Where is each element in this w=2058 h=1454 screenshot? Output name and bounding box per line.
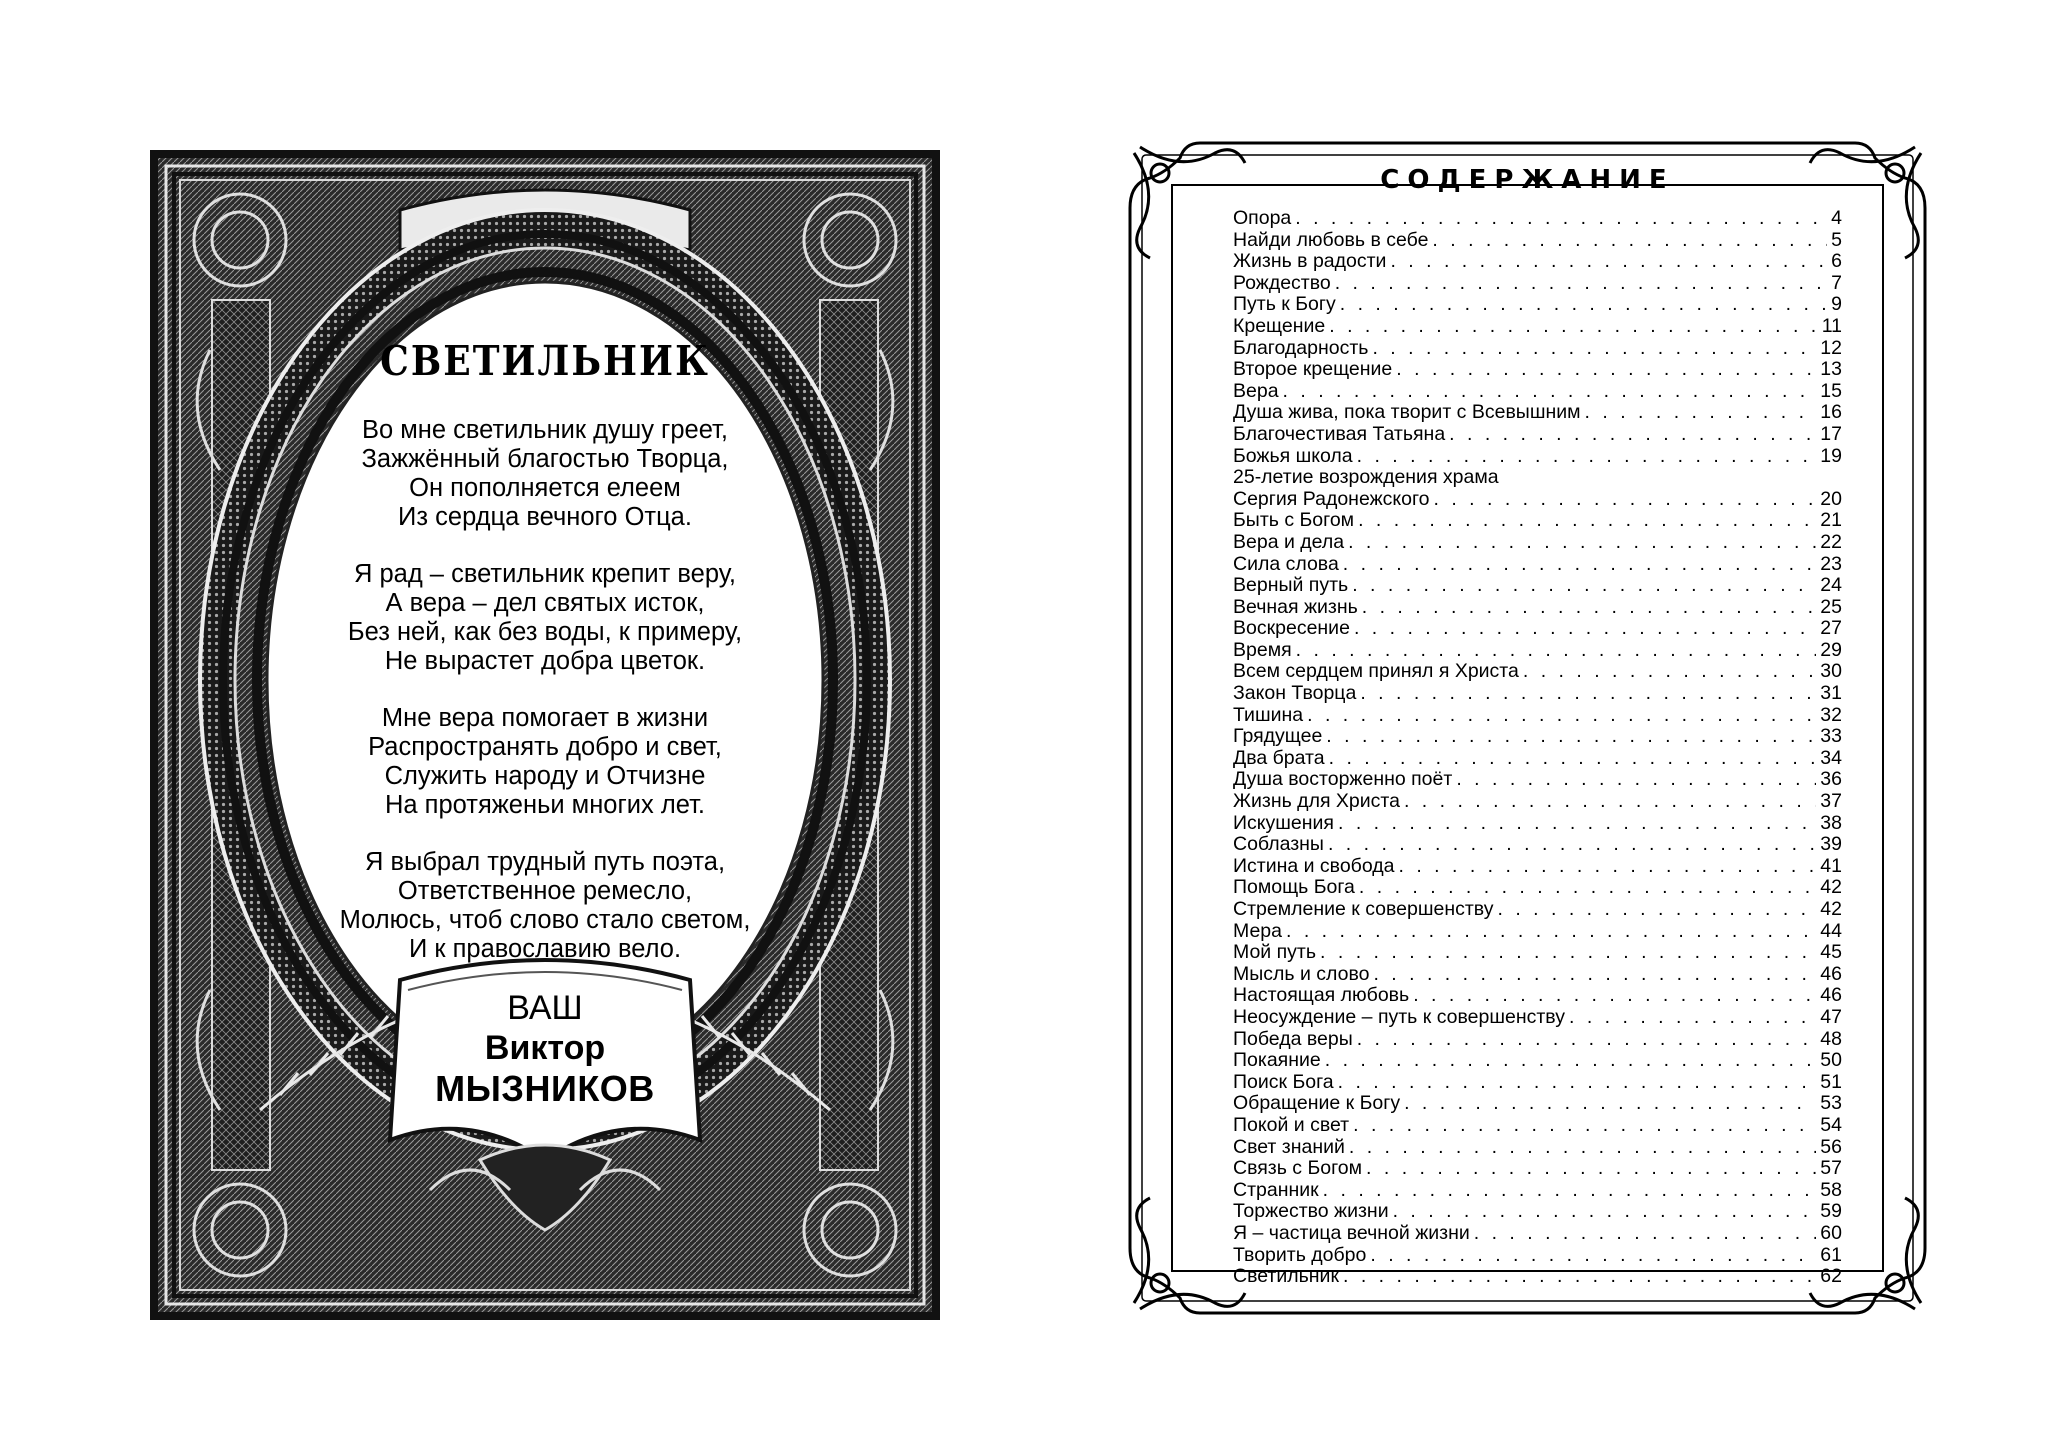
toc-entry-page: 51 [1820, 1071, 1842, 1093]
poem-line: На протяженьи многих лет. [384, 791, 706, 819]
toc-entry [1233, 208, 1842, 230]
toc-entry [1233, 575, 1842, 597]
toc-entry-title: Связь с Богом [1233, 1158, 1363, 1180]
toc-entry-title: Мысль и слово [1233, 963, 1370, 985]
toc-entry [1233, 899, 1842, 921]
toc-entry-title: Вечная жизнь [1233, 596, 1358, 618]
toc-entry [1233, 597, 1842, 619]
poem-line: Я рад – светильник крепит веру, [353, 560, 737, 588]
toc-entry-page: 24 [1820, 575, 1842, 597]
toc-entry-title: Странник [1233, 1179, 1319, 1201]
toc-entry [1233, 273, 1842, 295]
poem-line: Я выбрал трудный путь поэта, [364, 848, 726, 876]
toc-leader-dots [1348, 532, 1816, 554]
poem-line: А вера – дел святых исток, [385, 589, 705, 617]
toc-entry-page: 13 [1820, 359, 1842, 381]
poem-line: Мне вера помогает в жизни [381, 704, 709, 732]
toc-entry-title: Творить добро [1233, 1244, 1367, 1266]
toc-entry-title: Жизнь для Христа [1233, 791, 1400, 813]
toc-entry-title: Всем сердцем принял я Христа [1233, 661, 1519, 683]
toc-entry-title: Время [1233, 639, 1292, 661]
poem-line: И к православию вело. [408, 935, 682, 963]
toc-entry-title: Стремление к совершенству [1233, 899, 1494, 920]
toc-leader-dots [1362, 597, 1817, 619]
toc-entry-page: 12 [1820, 337, 1842, 359]
toc-entry [1233, 1093, 1842, 1115]
toc-entry [1233, 661, 1842, 683]
toc-entry-title: Настоящая любовь [1233, 985, 1410, 1007]
toc-entry-title: Тишина [1233, 704, 1304, 726]
toc-leader-dots [1523, 661, 1816, 683]
toc-entry-page: 23 [1820, 553, 1842, 575]
toc-entry [1233, 640, 1842, 662]
toc-leader-dots [1338, 813, 1816, 835]
toc-entry-page: 33 [1820, 726, 1842, 748]
toc-entry [1233, 834, 1842, 856]
toc-entry-title: Вера [1233, 380, 1279, 402]
poem-stanza [280, 848, 810, 964]
toc-entry-title: Соблазны [1233, 834, 1324, 856]
poem-title: СВЕТИЛЬНИК [380, 336, 710, 386]
toc-entry-page: 56 [1820, 1136, 1842, 1158]
toc-entry [1233, 964, 1842, 986]
toc-leader-dots [1449, 424, 1816, 446]
toc-entry [1233, 1029, 1842, 1051]
toc-leader-dots [1349, 1137, 1816, 1159]
toc-entry [1233, 813, 1842, 835]
toc-entry-page: 57 [1820, 1158, 1842, 1180]
toc-leader-dots [1326, 726, 1816, 748]
toc-entry-title: Путь к Богу [1233, 294, 1336, 316]
toc-entry-page: 27 [1820, 618, 1842, 640]
toc-entry [1233, 1158, 1842, 1180]
toc-entry [1233, 791, 1842, 813]
toc-entry-title: Обращение к Богу [1233, 1093, 1401, 1115]
toc-entry-title: Я – частица вечной жизни [1233, 1222, 1470, 1244]
toc-entry-page: 30 [1820, 661, 1842, 683]
toc-leader-dots [1340, 294, 1827, 316]
toc-entry-page: 53 [1820, 1093, 1842, 1115]
toc-leader-dots [1325, 1050, 1817, 1072]
toc-entry-title: Вера и дела [1233, 531, 1345, 553]
toc-leader-dots [1360, 683, 1816, 705]
toc-entry-page: 25 [1820, 596, 1842, 618]
toc-leader-dots [1320, 942, 1816, 964]
toc-entry-page: 39 [1820, 834, 1842, 856]
toc-entry-title: Душа жива, пока творит с Всевышним [1233, 402, 1581, 424]
toc-leader-dots [1366, 1158, 1816, 1180]
poem-line: Без ней, как без воды, к примеру, [347, 618, 743, 646]
poem [280, 336, 810, 992]
toc-leader-dots [1404, 1093, 1816, 1115]
toc-entry-page: 29 [1820, 639, 1842, 661]
toc-entry-title: Покой и свет [1233, 1114, 1350, 1136]
toc-entry-title: Победа веры [1233, 1028, 1353, 1050]
toc-leader-dots [1329, 748, 1817, 770]
toc-entry-page: 41 [1820, 855, 1842, 877]
toc-entry-page: 4 [1831, 208, 1842, 229]
toc-leader-dots [1370, 1245, 1816, 1267]
toc-leader-dots [1396, 359, 1816, 381]
toc-entry-title: Второе крещение [1233, 359, 1393, 381]
toc-entry-page: 6 [1831, 251, 1842, 273]
toc-entry-page: 32 [1820, 704, 1842, 726]
toc-entry-page: 46 [1820, 963, 1842, 985]
toc-entry [1233, 1115, 1842, 1137]
toc-leader-dots [1432, 230, 1827, 252]
toc-leader-dots [1343, 1266, 1816, 1288]
toc-entry [1233, 856, 1842, 878]
toc-entry-page: 38 [1820, 812, 1842, 834]
toc-entry-page: 19 [1820, 445, 1842, 467]
toc-entry-title: Крещение [1233, 315, 1326, 337]
toc-entry [1233, 1201, 1842, 1223]
toc-entry-page: 59 [1820, 1201, 1842, 1223]
toc-entry [1233, 1223, 1842, 1245]
toc-entry [1233, 985, 1842, 1007]
toc-entry [1233, 446, 1842, 468]
toc-leader-dots [1474, 1223, 1817, 1245]
poem-line: Не вырастет добра цветок. [384, 647, 706, 675]
toc-leader-dots [1358, 510, 1816, 532]
toc-entry-title: 25-летие возрождения храма [1233, 467, 1499, 489]
toc-entry-page: 46 [1820, 985, 1842, 1007]
toc-leader-dots [1353, 1115, 1816, 1137]
toc-entry-title: Искушения [1233, 812, 1334, 834]
toc-entry-title: Опора [1233, 208, 1292, 229]
toc-entry-page: 42 [1820, 877, 1842, 899]
toc-leader-dots [1357, 1029, 1817, 1051]
toc-leader-dots [1372, 338, 1816, 360]
poem-stanzas [280, 416, 810, 964]
toc-entry-page: 44 [1820, 920, 1842, 942]
toc-leader-dots [1335, 273, 1827, 295]
toc-leader-dots [1329, 316, 1818, 338]
toc-list [1233, 208, 1842, 1288]
toc-entry-page: 22 [1820, 531, 1842, 553]
toc-entry-title: Покаяние [1233, 1050, 1321, 1072]
toc-leader-dots [1404, 791, 1816, 813]
poem-line: Во мне светильник душу греет, [361, 416, 728, 444]
toc-entry-page: 50 [1820, 1050, 1842, 1072]
poem-stanza [280, 560, 810, 676]
left-page [150, 150, 940, 1320]
poem-stanza [280, 416, 810, 532]
toc-entry [1233, 705, 1842, 727]
toc-entry-title: Неосуждение – путь к совершенству [1233, 1006, 1565, 1028]
toc-entry-title: Благочестивая Татьяна [1233, 423, 1446, 445]
toc-entry-title: Божья школа [1233, 445, 1353, 467]
toc-entry [1233, 1007, 1842, 1029]
toc-entry [1233, 921, 1842, 943]
toc-entry-page: 9 [1831, 294, 1842, 316]
toc-entry [1233, 769, 1842, 791]
poem-line: Распространять добро и свет, [368, 733, 722, 761]
toc-entry [1233, 424, 1842, 446]
toc-leader-dots [1352, 575, 1816, 597]
toc-entry-page: 15 [1820, 380, 1842, 402]
toc-entry [1233, 294, 1842, 316]
poem-stanza [280, 704, 810, 820]
toc-leader-dots [1323, 1180, 1817, 1202]
toc-entry [1233, 338, 1842, 360]
toc-leader-dots [1398, 856, 1816, 878]
toc-entry-title: Быть с Богом [1233, 510, 1355, 532]
toc-entry-page: 61 [1820, 1244, 1842, 1266]
toc-entry-title: Найди любовь в себе [1233, 229, 1429, 251]
toc-leader-dots [1338, 1072, 1817, 1094]
toc-entry [1233, 467, 1842, 489]
toc-entry-page: 31 [1820, 683, 1842, 705]
toc-leader-dots [1359, 877, 1816, 899]
toc-entry [1233, 532, 1842, 554]
toc-leader-dots [1354, 618, 1816, 640]
toc-entry [1233, 1072, 1842, 1094]
toc-entry-title: Воскресение [1233, 618, 1350, 640]
toc-entry-title: Душа восторженно поёт [1233, 769, 1453, 791]
toc-entry-title: Верный путь [1233, 575, 1349, 597]
toc-entry [1233, 381, 1842, 403]
toc-entry-title: Два брата [1233, 747, 1325, 769]
toc-entry-page: 34 [1820, 747, 1842, 769]
toc-leader-dots [1283, 381, 1817, 403]
toc-entry-page: 7 [1831, 272, 1842, 294]
toc-entry [1233, 618, 1842, 640]
toc-entry-page: 20 [1820, 488, 1842, 510]
toc-entry [1233, 489, 1842, 511]
toc-leader-dots [1456, 769, 1816, 791]
toc-entry-title: Помощь Бога [1233, 877, 1355, 899]
toc-entry-title: Мой путь [1233, 942, 1317, 964]
toc-entry-page: 54 [1820, 1114, 1842, 1136]
toc-leader-dots [1328, 834, 1816, 856]
poem-line: Он пополняется елеем [409, 474, 681, 502]
toc-entry [1233, 402, 1842, 424]
poem-line: Служить народу и Отчизне [384, 762, 706, 790]
toc-leader-dots [1497, 899, 1816, 921]
toc-entry-page: 62 [1820, 1266, 1842, 1288]
toc-entry-title: Жизнь в радости [1233, 251, 1387, 273]
poem-line: Молюсь, чтоб слово стало светом, [339, 906, 751, 934]
toc-leader-dots [1434, 489, 1817, 511]
toc-leader-dots [1390, 251, 1827, 273]
toc-entry-title: Рождество [1233, 272, 1331, 294]
toc-entry-page: 37 [1820, 791, 1842, 813]
toc-entry [1233, 359, 1842, 381]
toc-entry-page: 21 [1820, 510, 1842, 532]
poem-line: Из сердца вечного Отца. [398, 503, 692, 531]
right-page [1120, 133, 1935, 1323]
toc-entry [1233, 726, 1842, 748]
author-first-name: Виктор [484, 1029, 606, 1067]
toc-entry-title: Сергия Радонежского [1233, 488, 1430, 510]
toc-entry [1233, 748, 1842, 770]
author-plaque [415, 988, 675, 1110]
toc-entry [1233, 316, 1842, 338]
toc-entry [1233, 942, 1842, 964]
toc-leader-dots [1296, 640, 1817, 662]
toc-entry-page: 45 [1820, 942, 1842, 964]
toc-entry-title: Сила слова [1233, 553, 1339, 575]
toc-entry-title: Поиск Бога [1233, 1071, 1334, 1093]
toc-entry-title: Грядущее [1233, 726, 1323, 748]
toc-entry-page: 42 [1820, 899, 1842, 920]
toc-entry-page: 36 [1820, 769, 1842, 791]
toc-entry-title: Торжество жизни [1233, 1201, 1389, 1223]
toc-leader-dots [1286, 921, 1816, 943]
toc-entry-title: Светильник [1233, 1266, 1339, 1288]
toc-leader-dots [1357, 446, 1817, 468]
toc-entry [1233, 230, 1842, 252]
toc-entry-title: Истина и свобода [1233, 855, 1395, 877]
toc-entry-page: 16 [1820, 402, 1842, 424]
toc-leader-dots [1393, 1201, 1817, 1223]
poem-line: Зажжённый благостью Творца, [361, 445, 729, 473]
toc-entry-title: Закон Творца [1233, 683, 1357, 705]
toc-leader-dots [1413, 985, 1816, 1007]
toc-entry [1233, 1266, 1842, 1288]
toc-entry-page: 48 [1820, 1028, 1842, 1050]
toc-entry-page: 5 [1831, 229, 1842, 251]
toc-entry-title: Благодарность [1233, 337, 1369, 359]
toc-entry [1233, 1050, 1842, 1072]
poem-line: Ответственное ремесло, [397, 877, 693, 905]
toc-leader-dots [1295, 208, 1827, 230]
toc-leader-dots [1585, 402, 1817, 424]
toc-entry [1233, 251, 1842, 273]
toc-entry-page: 47 [1820, 1006, 1842, 1028]
toc-leader-dots [1307, 705, 1816, 727]
toc-entry [1233, 1180, 1842, 1202]
toc-entry [1233, 1137, 1842, 1159]
toc-entry [1233, 510, 1842, 532]
toc-leader-dots [1373, 964, 1816, 986]
toc-entry-title: Свет знаний [1233, 1136, 1345, 1158]
toc-entry [1233, 1245, 1842, 1267]
author-prefix: ВАШ [507, 989, 583, 1027]
author-last-name: МЫЗНИКОВ [435, 1068, 655, 1109]
toc-entry-page: 58 [1820, 1179, 1842, 1201]
toc-title: СОДЕРЖАНИЕ [1380, 165, 1675, 195]
toc-entry-page: 17 [1820, 423, 1842, 445]
toc-entry-page: 60 [1820, 1222, 1842, 1244]
toc-entry-page: 11 [1821, 315, 1842, 337]
toc-entry [1233, 554, 1842, 576]
toc-leader-dots [1569, 1007, 1816, 1029]
toc-entry-title: Мера [1233, 920, 1282, 942]
toc-entry [1233, 877, 1842, 899]
toc-leader-dots [1343, 554, 1817, 576]
toc-entry [1233, 683, 1842, 705]
